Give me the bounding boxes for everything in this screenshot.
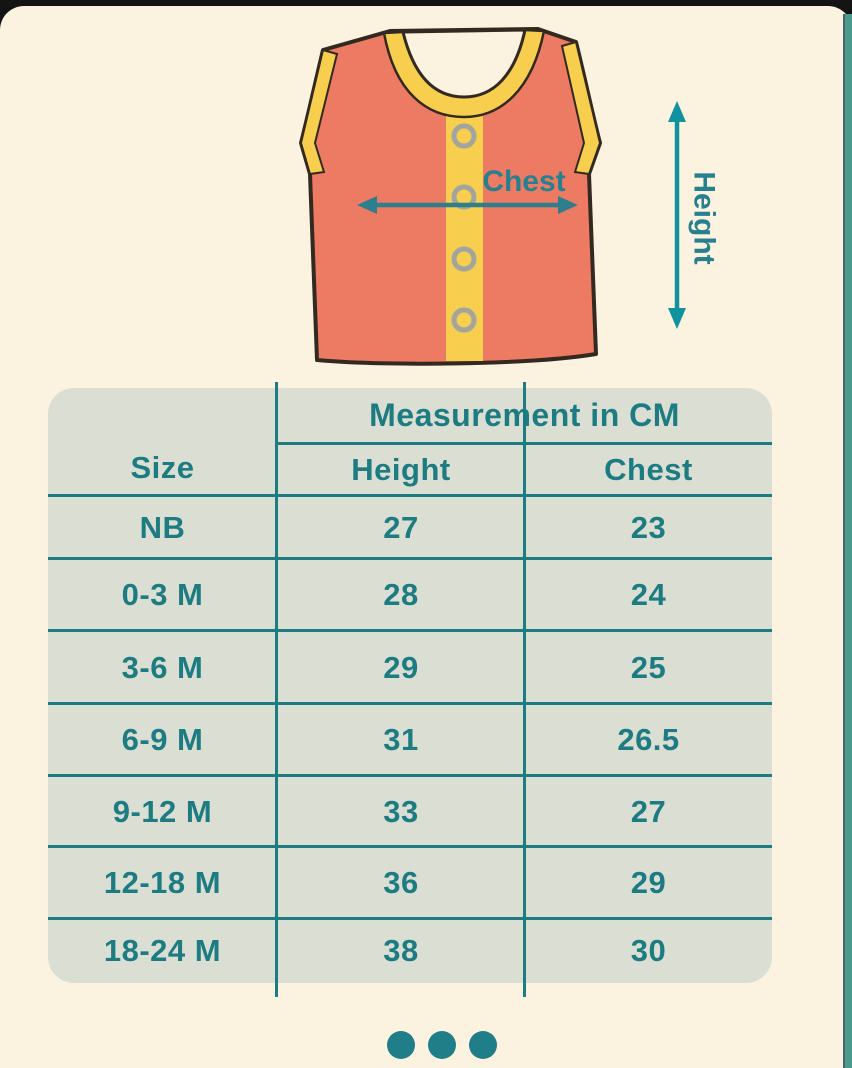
height-value: 29 (383, 649, 419, 685)
height-value: 31 (383, 722, 419, 757)
column-header-size: Size (130, 450, 195, 485)
column-header-chest: Chest (604, 451, 693, 487)
size-value: 3-6 M (121, 649, 204, 685)
vest-size-diagram (280, 16, 730, 386)
size-value: 0-3 M (121, 577, 204, 612)
table-row (48, 847, 772, 919)
height-value: 38 (383, 933, 419, 968)
table-row (48, 631, 772, 704)
height-value: 27 (383, 509, 419, 545)
carousel-dot[interactable] (428, 1031, 456, 1059)
size-chart-slide (0, 6, 852, 1068)
carousel-dot[interactable] (387, 1031, 415, 1059)
size-value: 18-24 M (103, 933, 222, 968)
measurement-header: Measurement in CM (369, 396, 680, 433)
table-row (48, 496, 772, 559)
chest-value: 29 (630, 865, 667, 900)
size-value: NB (139, 509, 186, 545)
chest-value: 25 (630, 649, 667, 685)
size-value: 12-18 M (103, 865, 222, 900)
chest-value: 23 (630, 509, 667, 545)
size-value: 6-9 M (121, 722, 204, 757)
height-value: 28 (383, 577, 419, 612)
height-label: Height (687, 171, 721, 265)
height-value: 33 (383, 793, 419, 829)
next-slide-edge (843, 14, 852, 1068)
chest-value: 30 (630, 933, 667, 968)
button-placket (446, 115, 483, 361)
height-value: 36 (383, 865, 419, 900)
column-header-height: Height (351, 451, 451, 487)
size-table (48, 388, 772, 983)
chest-value: 24 (630, 577, 667, 612)
size-value: 9-12 M (112, 793, 213, 829)
table-row (48, 559, 772, 631)
height-arrow-icon (668, 101, 686, 329)
table-row (48, 919, 772, 983)
chest-label: Chest (482, 165, 566, 198)
table-row (48, 704, 772, 776)
chest-value: 26.5 (617, 722, 680, 757)
table-row (48, 776, 772, 847)
carousel-dot[interactable] (469, 1031, 497, 1059)
chest-value: 27 (630, 793, 667, 829)
